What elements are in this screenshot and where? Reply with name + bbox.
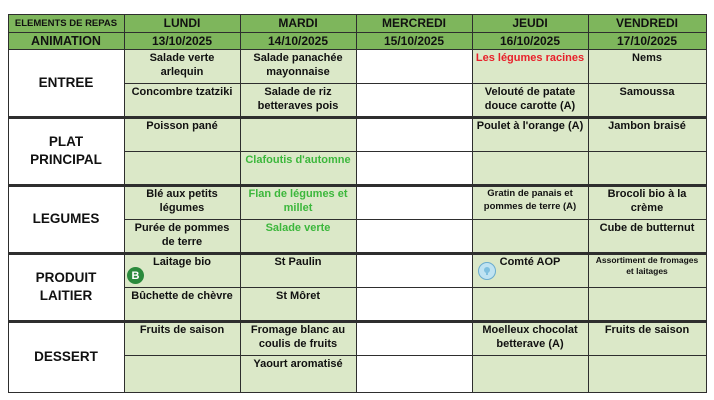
header-day-vendredi: VENDREDI: [588, 14, 706, 32]
header-date-mercredi: 15/10/2025: [356, 32, 472, 49]
dish-legumes-mardi-2: Salade verte: [240, 219, 356, 253]
dish-legumes-vendredi-2: Cube de butternut: [588, 219, 706, 253]
category-label: LAITIER: [39, 288, 93, 303]
category-dessert: [8, 321, 124, 393]
header-elements-de-repas: ELEMENTS DE REPAS: [8, 14, 124, 32]
category-label: DESSERT: [34, 349, 98, 364]
header-day-mardi: MARDI: [240, 14, 356, 32]
dish-entree-jeudi-1: Les légumes racines: [472, 49, 588, 83]
dish-entree-mardi-1: Salade panachée mayonnaise: [240, 49, 356, 83]
category-plat-principal: [8, 117, 124, 185]
bio-badge-icon: [127, 267, 144, 284]
category-label: PLAT: [48, 134, 84, 149]
dish-dessert-jeudi-2: [472, 355, 588, 393]
category-label: ENTREE: [38, 75, 94, 90]
dish-entree-jeudi-2: Velouté de patate douce carotte (A): [472, 83, 588, 117]
header-day-mercredi: MERCREDI: [356, 14, 472, 32]
dish-laitier-vendredi-2: [588, 287, 706, 321]
dish-legumes-jeudi-1: Gratin de panais et pommes de terre (A): [472, 185, 588, 219]
dish-plat-mardi-2: Clafoutis d'automne: [240, 151, 356, 185]
dish-legumes-mardi-1: Flan de légumes et millet: [240, 185, 356, 219]
dish-plat-vendredi-1: Jambon braisé: [588, 117, 706, 151]
dish-laitier-mardi-2: St Môret: [240, 287, 356, 321]
aop-seal-icon: [482, 266, 492, 276]
dish-dessert-vendredi-1: Fruits de saison: [588, 321, 706, 355]
header-animation: ANIMATION: [8, 32, 124, 49]
dish-dessert-mardi-1: Fromage blanc au coulis de fruits: [240, 321, 356, 355]
dish-dessert-mardi-2: Yaourt aromatisé: [240, 355, 356, 393]
mercredi-empty-column: [356, 49, 472, 393]
category-label: PRODUIT: [35, 270, 97, 285]
dish-laitier-jeudi-2: [472, 287, 588, 321]
dish-dessert-vendredi-2: [588, 355, 706, 393]
header-date-vendredi: 17/10/2025: [588, 32, 706, 49]
category-entree: [8, 49, 124, 117]
dish-plat-jeudi-1: Poulet à l'orange (A): [472, 117, 588, 151]
category-label: LEGUMES: [32, 211, 100, 226]
dish-plat-lundi-2: [124, 151, 240, 185]
dish-legumes-lundi-2: Purée de pommes de terre: [124, 219, 240, 253]
header-day-jeudi: JEUDI: [472, 14, 588, 32]
dish-laitier-lundi-1: Laitage bio: [124, 253, 240, 287]
dish-laitier-jeudi-1: Comté AOP: [472, 253, 588, 287]
dish-laitier-lundi-2: Bûchette de chèvre: [124, 287, 240, 321]
dish-entree-vendredi-2: Samoussa: [588, 83, 706, 117]
dish-laitier-vendredi-1: Assortiment de fromages et laitages: [588, 253, 706, 287]
bio-badge-letter: B: [131, 269, 140, 282]
dish-laitier-mardi-1: St Paulin: [240, 253, 356, 287]
category-label: PRINCIPAL: [30, 152, 102, 167]
dish-dessert-lundi-2: [124, 355, 240, 393]
dish-entree-lundi-1: Salade verte arlequin: [124, 49, 240, 83]
dish-dessert-lundi-1: Fruits de saison: [124, 321, 240, 355]
dish-plat-mardi-1: [240, 117, 356, 151]
category-legumes: [8, 185, 124, 253]
dish-plat-lundi-1: Poisson pané: [124, 117, 240, 151]
dish-entree-lundi-2: Concombre tzatziki: [124, 83, 240, 117]
header-date-lundi: 13/10/2025: [124, 32, 240, 49]
aop-badge-icon: [478, 262, 496, 280]
dish-legumes-jeudi-2: [472, 219, 588, 253]
header-day-lundi: LUNDI: [124, 14, 240, 32]
dish-entree-mardi-2: Salade de riz betteraves pois: [240, 83, 356, 117]
dish-dessert-jeudi-1: Moelleux chocolat betterave (A): [472, 321, 588, 355]
dish-legumes-vendredi-1: Brocoli bio à la crème: [588, 185, 706, 219]
category-produit-laitier: [8, 253, 124, 321]
header-date-mardi: 14/10/2025: [240, 32, 356, 49]
dish-entree-vendredi-1: Nems: [588, 49, 706, 83]
header-date-jeudi: 16/10/2025: [472, 32, 588, 49]
dish-legumes-lundi-1: Blé aux petits légumes: [124, 185, 240, 219]
dish-plat-jeudi-2: [472, 151, 588, 185]
dish-plat-vendredi-2: [588, 151, 706, 185]
